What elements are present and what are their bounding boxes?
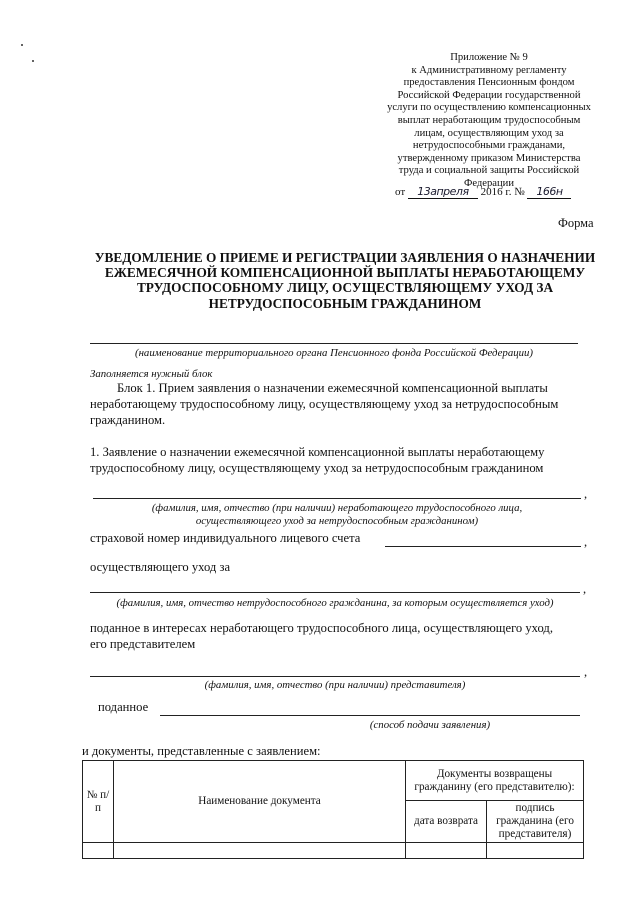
fill-block-note: Заполняется нужный блок	[90, 368, 213, 380]
appendix-line: предоставления Пенсионным фондом	[403, 77, 575, 89]
nonworking-person-field[interactable]	[93, 498, 581, 499]
appendix-line: Российской Федерации государственной	[397, 89, 581, 101]
order-number-sign: №	[514, 186, 525, 198]
documents-intro: и документы, представленные с заявлением:	[82, 744, 321, 758]
block1-line1: Блок 1. Прием заявления о назначении ежемесячной компенсационной выплаты	[117, 381, 548, 395]
col-number-header: № п/п	[83, 761, 114, 843]
item1-line1: 1. Заявление о назначении ежемесячной компенсационной выплаты неработающему	[90, 445, 545, 459]
appendix-line: лицам, осуществляющим уход за	[414, 127, 564, 139]
submission-method-caption: (способ подачи заявления)	[369, 719, 491, 731]
appendix-line: труда и социальной защиты Российской	[398, 165, 580, 177]
documents-table	[82, 760, 584, 859]
representative-field[interactable]	[90, 676, 580, 677]
caring-for-label: осуществляющего уход за	[90, 560, 231, 574]
scan-dot	[21, 44, 23, 46]
submitted-label: поданное	[98, 700, 149, 714]
comma: ,	[583, 582, 587, 596]
territorial-body-field[interactable]	[90, 343, 578, 344]
appendix-line: Федерации	[463, 177, 515, 189]
comma: ,	[584, 487, 588, 501]
submitted-interest-line1: поданное в интересах неработающего трудоспособного лица, осуществляющего уход,	[90, 621, 553, 635]
disabled-citizen-field[interactable]	[90, 592, 580, 593]
block1-line2: неработающему трудоспособному лицу, осуществляющему уход за нетрудоспособным	[90, 397, 559, 411]
appendix-line: утвержденному приказом Министерства	[397, 152, 581, 164]
col-return-date-header: дата возврата	[406, 801, 487, 843]
appendix-line: услуги по осуществлению компенсационных	[387, 102, 591, 114]
col-returned-header: Документы возвращены гражданину (его представителю):	[406, 761, 584, 801]
order-prefix: от	[395, 186, 406, 198]
disabled-citizen-caption: (фамилия, имя, отчество нетрудоспособного гражданина, за которым осуществляется уход)	[116, 597, 554, 609]
comma: ,	[584, 535, 588, 549]
order-reference	[395, 185, 571, 199]
table-row	[83, 843, 584, 859]
appendix-line: выплат неработающим трудоспособным	[397, 114, 581, 126]
comma: ,	[584, 665, 588, 679]
title-line: НЕТРУДОСПОСОБНЫМ ГРАЖДАНИНОМ	[208, 295, 482, 311]
submission-method-field[interactable]	[160, 715, 580, 716]
order-number-handwritten: 166н	[527, 185, 571, 199]
block1-line3: гражданином.	[90, 413, 166, 427]
nonworking-person-caption-line2: осуществляющего уход за нетрудоспособным гражданином)	[195, 515, 479, 527]
representative-caption: (фамилия, имя, отчество (при наличии) представителя)	[204, 679, 466, 691]
title-line: ТРУДОСПОСОБНОМУ ЛИЦУ, ОСУЩЕСТВЛЯЮЩЕМУ УХОД ЗА	[136, 280, 554, 296]
snils-label: страховой номер индивидуального лицевого счета	[90, 531, 361, 545]
row-document-name-cell[interactable]	[114, 843, 406, 859]
col-signature-header: подпись гражданина (его представителя)	[487, 801, 584, 843]
nonworking-person-caption-line1: (фамилия, имя, отчество (при наличии) неработающего трудоспособного лица,	[151, 502, 523, 514]
order-year: 2016 г.	[480, 186, 512, 198]
title-line: УВЕДОМЛЕНИЕ О ПРИЕМЕ И РЕГИСТРАЦИИ ЗАЯВЛЕНИЯ О НАЗНАЧЕНИИ	[94, 250, 596, 265]
appendix-header	[360, 52, 618, 191]
appendix-line: Приложение № 9	[450, 52, 528, 63]
row-number-cell[interactable]	[83, 843, 114, 859]
snils-field[interactable]	[385, 546, 581, 547]
title-line: ЕЖЕМЕСЯЧНОЙ КОМПЕНСАЦИОННОЙ ВЫПЛАТЫ НЕРАБОТАЮЩЕМУ	[104, 265, 586, 281]
form-label: Форма	[558, 216, 594, 230]
territorial-body-caption: (наименование территориального органа Пенсионного фонда Российской Федерации)	[134, 347, 534, 359]
col-document-name-header: Наименование документа	[114, 761, 406, 843]
document-title	[90, 250, 600, 311]
item1-line2: трудоспособному лицу, осуществляющему уход за нетрудоспособным гражданином	[90, 461, 544, 475]
appendix-line: нетрудоспособными гражданами,	[412, 140, 566, 152]
row-signature-cell[interactable]	[487, 843, 584, 859]
scan-dot	[32, 60, 34, 62]
order-date-handwritten: 13апреля	[408, 185, 478, 199]
submitted-interest-line2: его представителем	[90, 637, 196, 651]
row-return-date-cell[interactable]	[406, 843, 487, 859]
appendix-line: к Административному регламенту	[411, 64, 567, 76]
